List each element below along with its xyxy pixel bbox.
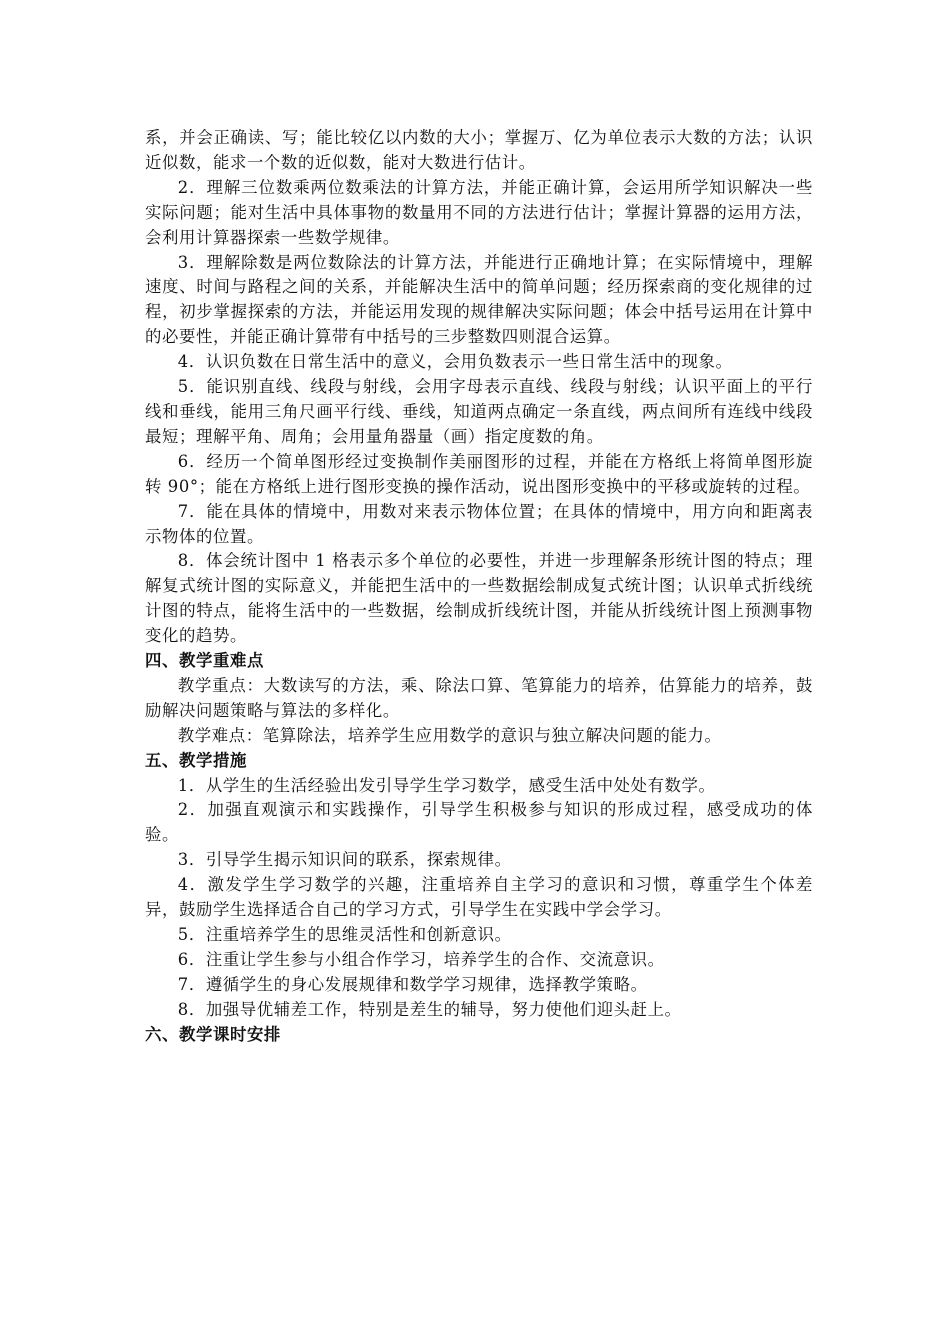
measure-item: 8．加强导优辅差工作，特别是差生的辅导，努力使他们迎头赶上。	[177, 999, 682, 1019]
section-heading-teaching-measures: 五、教学措施	[145, 750, 247, 770]
key-points-paragraph: 教学重点：大数读写的方法，乘、除法口算、笔算能力的培养，估算能力的培养，鼓励解决问题策略与算法的多样化。	[145, 675, 813, 720]
difficulties-paragraph: 教学难点：笔算除法，培养学生应用数学的意识与独立解决问题的能力。	[177, 725, 722, 745]
measure-item: 1．从学生的生活经验出发引导学生学习数学，感受生活中处处有数学。	[177, 775, 716, 795]
measure-item: 4．激发学生学习数学的兴趣，注重培养自主学习的意识和习惯，尊重学生个体差异，鼓励学生选择适合自己的学习方式，引导学生在实践中学会学习。	[145, 875, 813, 920]
objective-item: 6．经历一个简单图形经过变换制作美丽图形的过程，并能在方格纸上将简单图形旋转 90°；能在方格纸上进行图形变换的操作活动，说出图形变换中的平移或旋转的过程。	[145, 451, 813, 496]
objective-item: 4．认识负数在日常生活中的意义，会用负数表示一些日常生活中的现象。	[177, 352, 733, 372]
objective-item: 2．理解三位数乘两位数乘法的计算方法，并能正确计算，会运用所学知识解决一些实际问题；能对生活中具体事物的数量用不同的方法进行估计；掌握计算器的运用方法，会利用计算器探索一些数学规律。	[145, 177, 813, 247]
objective-item: 5．能识别直线、线段与射线，会用字母表示直线、线段与射线；认识平面上的平行线和垂线，能用三角尺画平行线、垂线，知道两点确定一条直线，两点间所有连线中线段最短；理解平角、周角；会用量角器量（画）指定度数的角。	[145, 377, 813, 446]
objective-item: 3．理解除数是两位数除法的计算方法，并能进行正确地计算；在实际情境中，理解速度、时间与路程之间的关系，并能解决生活中的简单问题；经历探索商的变化规律的过程，初步掌握探索的方法，并能运用发现的规律解决实际问题；体会中括号运用在计算中的必要性，并能正确计算带有中括号的三步整数四则混合运算。	[145, 252, 813, 347]
objective-item: 7．能在具体的情境中，用数对来表示物体位置；在具体的情境中，用方向和距离表示物体的位置。	[145, 501, 813, 546]
measure-item: 2．加强直观演示和实践操作，引导学生积极参与知识的形成过程，感受成功的体验。	[145, 800, 813, 845]
measure-item: 7．遵循学生的身心发展规律和数学学习规律，选择教学策略。	[177, 974, 648, 994]
measure-item: 6．注重让学生参与小组合作学习，培养学生的合作、交流意识。	[177, 949, 665, 969]
section-heading-key-difficult-points: 四、教学重难点	[145, 651, 264, 671]
measure-item: 5．注重培养学生的思维灵活性和创新意识。	[177, 925, 512, 944]
objective-item: 8．体会统计图中 1 格表示多个单位的必要性，并进一步理解条形统计图的特点；理解复式统计图的实际意义，并能把生活中的一些数据绘制成复式统计图；认识单式折线统计图的特点，能将生活中的一些数据，绘制成折线统计图，并能从折线统计图上预测事物变化的趋势。	[145, 551, 813, 646]
continuation-paragraph: 系，并会正确读、写；能比较亿以内数的大小；掌握万、亿为单位表示大数的方法；认识近似数，能求一个数的近似数，能对大数进行估计。	[145, 128, 813, 172]
section-heading-lesson-schedule: 六、教学课时安排	[145, 1024, 281, 1044]
measure-item: 3．引导学生揭示知识间的联系，探索规律。	[177, 850, 512, 870]
document-body	[145, 126, 813, 1048]
